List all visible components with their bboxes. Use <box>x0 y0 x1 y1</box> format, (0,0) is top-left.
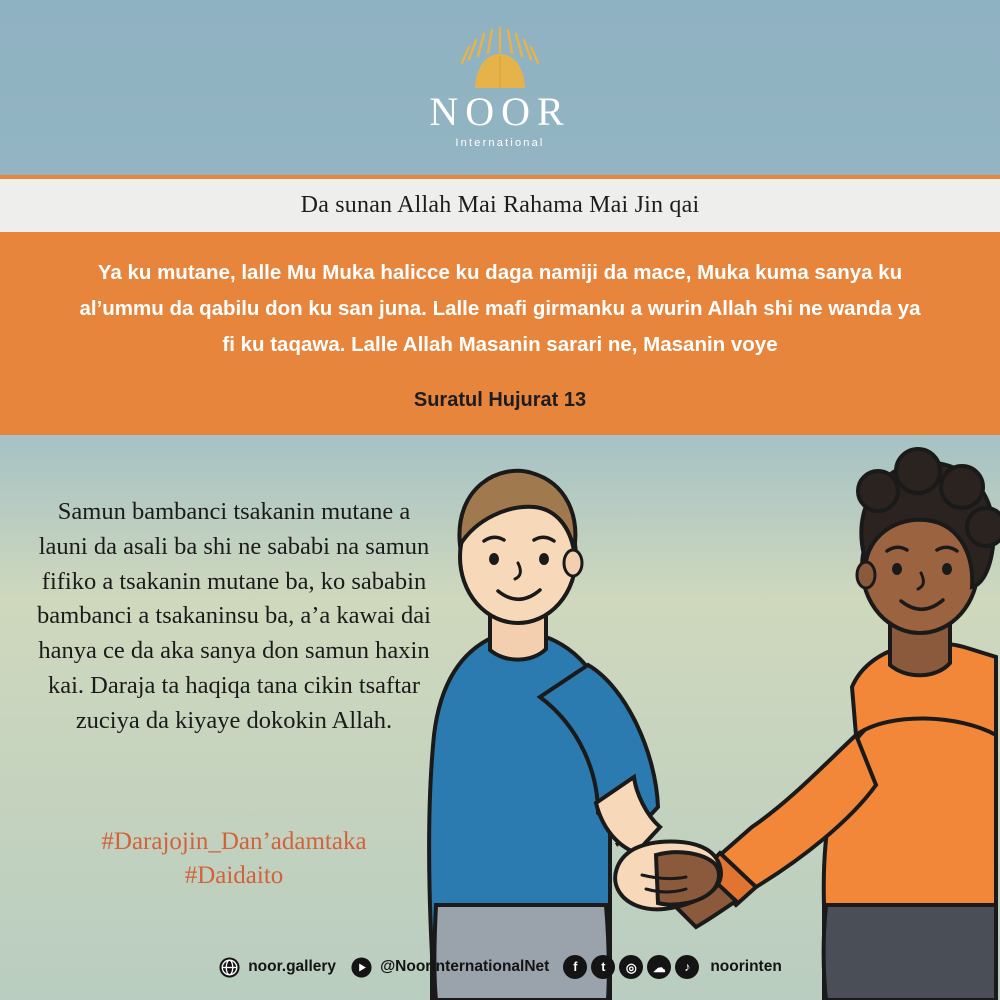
brand-subtitle: International <box>455 137 545 149</box>
soundcloud-icon[interactable]: ☁ <box>647 955 671 979</box>
poster-header <box>0 0 1000 175</box>
ayah-reference: Suratul Hujurat 13 <box>413 388 587 411</box>
body-paragraph: Samun bambanci tsakanin mutane a launi da asali ba shi ne sababi na samun fifiko a tsakanin mutane ba, ko sababin bambanci a tsakaninsu ba, a’a kawai dai hanya ce da aka sanya don samun haxin kai. Daraja ta haqiqa tana cikin tsaftar zuciya da kiyaye dokokin Allah. <box>37 498 431 734</box>
two-men-handshake-illustration <box>420 435 1000 1000</box>
ayah-text: Ya ku mutane, lalle Mu Muka halicce ku daga namiji da mace, Muka kuma sanya ku al’ummu da qabilu don ku san juna. Lalle mafi girmanku a wurin Allah shi ne wanda ya fi ku taqawa. Lalle Allah Masanin sarari ne, Masanin voye <box>79 261 921 356</box>
youtube-link[interactable] <box>350 956 549 979</box>
youtube-label: @NoorInternationalNet <box>380 958 550 975</box>
brand-name: NOOR <box>429 89 571 134</box>
social-icons <box>563 955 781 979</box>
instagram-icon[interactable]: ◎ <box>619 955 643 979</box>
sunrise-rays-icon <box>454 26 546 90</box>
globe-icon <box>218 956 241 979</box>
website-link[interactable] <box>218 956 336 979</box>
ayah-band <box>0 232 1000 435</box>
website-label: noor.gallery <box>248 958 337 975</box>
hashtags: #Darajojin_Dan’adamtaka #Daidaito <box>101 828 367 889</box>
bismillah-band <box>0 175 1000 232</box>
poster-footer <box>0 950 1000 984</box>
youtube-icon <box>350 956 373 979</box>
social-handle: noorinten <box>710 958 782 975</box>
tiktok-icon[interactable]: ♪ <box>675 955 699 979</box>
facebook-icon[interactable]: f <box>563 955 587 979</box>
bismillah-text: Da sunan Allah Mai Rahama Mai Jin qai <box>300 192 700 218</box>
poster-body <box>0 435 1000 1000</box>
twitter-icon[interactable]: t <box>591 955 615 979</box>
